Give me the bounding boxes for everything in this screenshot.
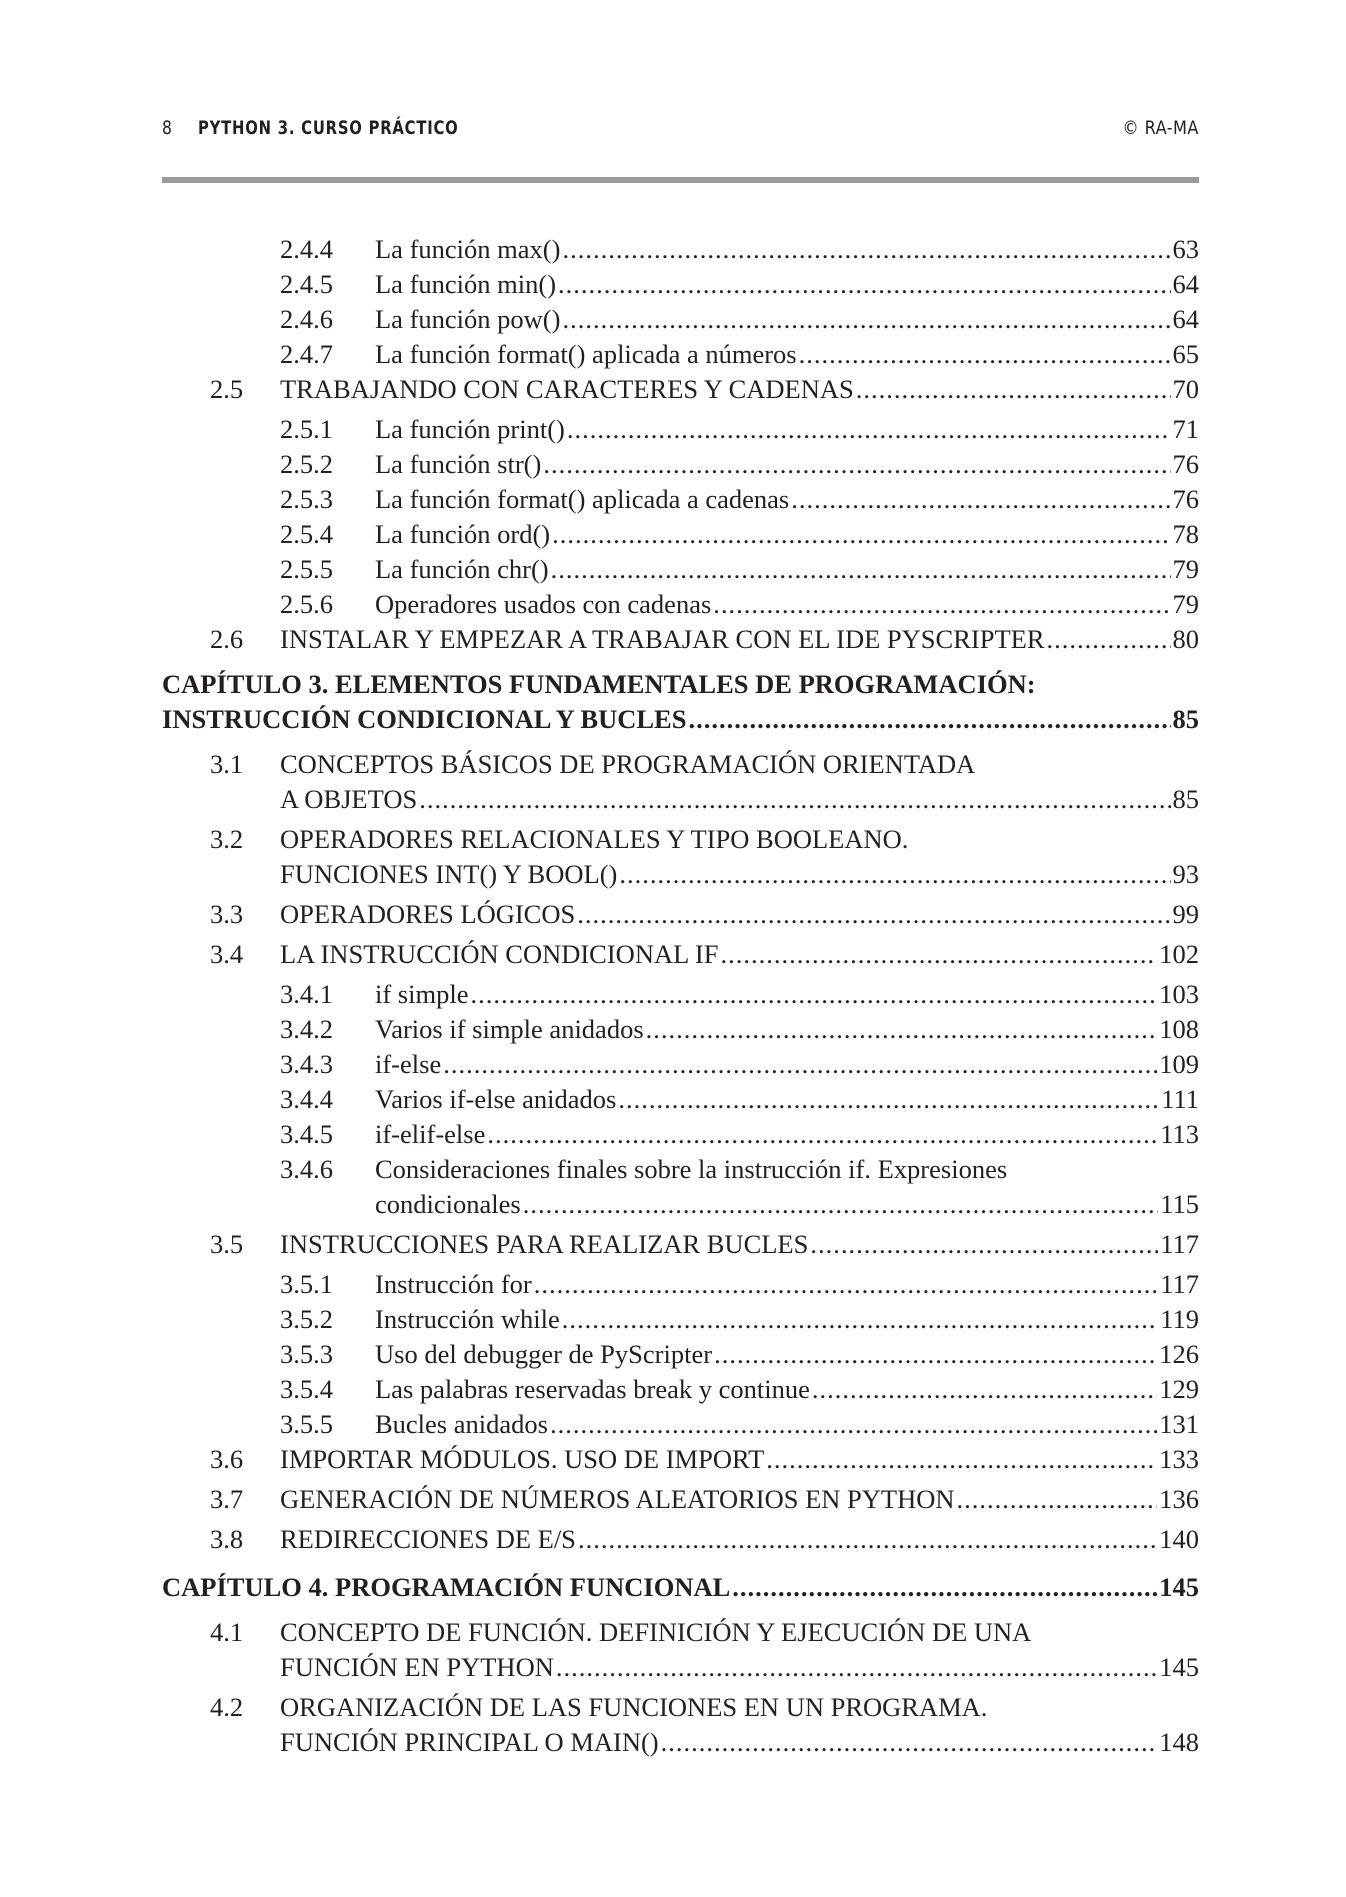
- entry-title-line1: Consideraciones finales sobre la instrucción if. Expresiones: [375, 1154, 1008, 1184]
- entry-title: Instrucción while: [375, 1304, 560, 1334]
- entry-title: Las palabras reservadas break y continue: [375, 1374, 810, 1404]
- entry-line: [280, 1725, 1199, 1760]
- entry-text-block: [375, 232, 1199, 267]
- entry-text-block: [280, 372, 1199, 407]
- entry-line: [375, 447, 1199, 482]
- dot-leader: [810, 1227, 1158, 1262]
- entry-line: [162, 1570, 1199, 1605]
- section-number: 4.1: [210, 1617, 244, 1647]
- dot-leader: [713, 587, 1170, 622]
- toc-entry: [162, 977, 1199, 1012]
- entry-text-block: [162, 667, 1199, 737]
- entry-title: INSTRUCCIONES PARA REALIZAR BUCLES: [280, 1229, 809, 1259]
- entry-text-block: [280, 897, 1199, 932]
- section-number: 3.4.4: [280, 1084, 333, 1114]
- toc-entry: [162, 622, 1199, 662]
- toc-entry: [162, 1522, 1199, 1562]
- book-title: PYTHON 3. CURSO PRÁCTICO: [198, 117, 459, 139]
- dot-leader: [646, 1012, 1158, 1047]
- entry-title: La función print(): [375, 414, 565, 444]
- section-number: 2.5.1: [280, 414, 333, 444]
- toc-entry: [162, 822, 1199, 897]
- dot-leader: [688, 702, 1170, 737]
- entry-line: [375, 977, 1199, 1012]
- entry-line: [375, 1012, 1199, 1047]
- entry-line: [375, 482, 1199, 517]
- header-rule: [162, 177, 1199, 183]
- entry-title: Bucles anidados: [375, 1409, 548, 1439]
- entry-title: Varios if simple anidados: [375, 1014, 644, 1044]
- toc-entry: [162, 1615, 1199, 1690]
- section-number: 2.5.5: [280, 554, 333, 584]
- page-ref: 99: [1172, 899, 1199, 929]
- section-number: 3.4.5: [280, 1119, 333, 1149]
- section-number: 3.5.1: [280, 1269, 333, 1299]
- page-ref: 109: [1159, 1049, 1199, 1079]
- entry-title: GENERACIÓN DE NÚMEROS ALEATORIOS EN PYTHON: [280, 1484, 955, 1514]
- entry-text-block: [375, 302, 1199, 337]
- section-number: 2.4.6: [280, 304, 333, 334]
- entry-text-block: [375, 447, 1199, 482]
- dot-leader: [550, 1407, 1157, 1442]
- entry-line: [375, 267, 1199, 302]
- page-ref: 111: [1161, 1084, 1199, 1114]
- entry-text-block: [375, 552, 1199, 587]
- entry-line: [375, 587, 1199, 622]
- entry-title: Varios if-else anidados: [375, 1084, 617, 1114]
- dot-leader: [618, 1082, 1159, 1117]
- entry-text-block: [375, 1407, 1199, 1442]
- dot-leader: [487, 1117, 1158, 1152]
- page-number: 8: [162, 117, 173, 139]
- section-number: 4.2: [210, 1692, 244, 1722]
- entry-line: [280, 1442, 1199, 1477]
- entry-line: [375, 1187, 1199, 1222]
- toc-entry: [162, 1690, 1199, 1765]
- entry-title: A OBJETOS: [280, 784, 418, 814]
- entry-text-block: [162, 1570, 1199, 1605]
- section-number: 3.4.6: [280, 1154, 333, 1184]
- toc-entry: [162, 337, 1199, 372]
- toc-entry: [162, 232, 1199, 267]
- dot-leader: [766, 1442, 1157, 1477]
- page-ref: 129: [1159, 1374, 1199, 1404]
- toc-entry: [162, 1082, 1199, 1117]
- entry-text-block: [375, 977, 1199, 1012]
- entry-text-block: [375, 482, 1199, 517]
- page-ref: 65: [1172, 339, 1199, 369]
- dot-leader: [661, 1725, 1158, 1760]
- publisher-mark: © RA-MA: [1122, 117, 1199, 139]
- entry-text-block: [375, 1267, 1199, 1302]
- dot-leader: [578, 1522, 1157, 1557]
- entry-title: La función str(): [375, 449, 542, 479]
- entry-line: [375, 1372, 1199, 1407]
- section-number: 3.4.3: [280, 1049, 333, 1079]
- section-number: 3.4.2: [280, 1014, 333, 1044]
- entry-line: [375, 302, 1199, 337]
- dot-leader: [812, 1372, 1157, 1407]
- entry-text-block: [280, 622, 1199, 657]
- toc-entry: [162, 1227, 1199, 1267]
- entry-title: Operadores usados con cadenas: [375, 589, 712, 619]
- dot-leader: [577, 897, 1170, 932]
- section-number: 2.5.3: [280, 484, 333, 514]
- section-number: 3.4: [210, 939, 244, 969]
- section-number: 3.5.5: [280, 1409, 333, 1439]
- dot-leader: [562, 1302, 1159, 1337]
- entry-text-block: [375, 1302, 1199, 1337]
- entry-line: [280, 857, 1199, 892]
- entry-text-block: [375, 1152, 1199, 1222]
- entry-title-line1: CONCEPTO DE FUNCIÓN. DEFINICIÓN Y EJECUCIÓN DE UNA: [280, 1617, 1032, 1647]
- section-number: 3.5.3: [280, 1339, 333, 1369]
- toc-entry: [162, 372, 1199, 412]
- entry-line: [375, 1267, 1199, 1302]
- entry-title: INSTRUCCIÓN CONDICIONAL Y BUCLES: [162, 704, 687, 734]
- toc-entry: [162, 1337, 1199, 1372]
- dot-leader: [856, 372, 1171, 407]
- toc-entry: [162, 482, 1199, 517]
- page-ref: 140: [1159, 1524, 1199, 1554]
- dot-leader: [556, 1650, 1157, 1685]
- dot-leader: [552, 517, 1170, 552]
- dot-leader: [470, 977, 1157, 1012]
- entry-title: FUNCIÓN PRINCIPAL O MAIN(): [280, 1727, 659, 1757]
- entry-line: [280, 1522, 1199, 1557]
- dot-leader: [534, 1267, 1158, 1302]
- section-number: 2.5.6: [280, 589, 333, 619]
- dot-leader: [791, 482, 1170, 517]
- toc-entry: [162, 412, 1199, 447]
- entry-title: FUNCIONES INT() Y BOOL(): [280, 859, 618, 889]
- entry-line: [280, 1227, 1199, 1262]
- dot-leader: [443, 1047, 1157, 1082]
- entry-title-line1: CONCEPTOS BÁSICOS DE PROGRAMACIÓN ORIENTADA: [280, 749, 976, 779]
- dot-leader: [551, 552, 1171, 587]
- dot-leader: [714, 1337, 1157, 1372]
- section-number: 3.7: [210, 1484, 244, 1514]
- entry-line: [280, 897, 1199, 932]
- entry-title: FUNCIÓN EN PYTHON: [280, 1652, 554, 1682]
- page-ref: 70: [1172, 374, 1199, 404]
- page-ref: 133: [1159, 1444, 1199, 1474]
- entry-line: [375, 337, 1199, 372]
- dot-leader: [562, 302, 1170, 337]
- entry-text-block: [280, 747, 1199, 817]
- entry-text-block: [280, 822, 1199, 892]
- page-ref: 145: [1159, 1652, 1199, 1682]
- section-number: 2.4.7: [280, 339, 333, 369]
- entry-line: [375, 1117, 1199, 1152]
- entry-text-block: [280, 1690, 1199, 1760]
- dot-leader: [567, 412, 1171, 447]
- entry-text-block: [280, 937, 1199, 972]
- page-ref: 76: [1172, 449, 1199, 479]
- entry-line: [280, 937, 1199, 972]
- running-header: [162, 117, 1199, 151]
- section-number: 3.4.1: [280, 979, 333, 1009]
- entry-title: condicionales: [375, 1189, 521, 1219]
- entry-text-block: [375, 412, 1199, 447]
- section-number: 2.5.2: [280, 449, 333, 479]
- toc-entry: [162, 517, 1199, 552]
- toc-entry: [162, 1152, 1199, 1227]
- page-ref: 64: [1172, 269, 1199, 299]
- dot-leader: [543, 447, 1170, 482]
- entry-title: IMPORTAR MÓDULOS. USO DE IMPORT: [280, 1444, 765, 1474]
- entry-text-block: [375, 1337, 1199, 1372]
- entry-line: [375, 552, 1199, 587]
- chapter-entry: [162, 1570, 1199, 1615]
- entry-title-line1: ORGANIZACIÓN DE LAS FUNCIONES EN UN PROGRAMA.: [280, 1692, 988, 1722]
- page-ref: 119: [1160, 1304, 1199, 1334]
- entry-title: La función format() aplicada a números: [375, 339, 797, 369]
- entry-title: if simple: [375, 979, 469, 1009]
- entry-line: [375, 517, 1199, 552]
- toc-entry: [162, 1047, 1199, 1082]
- entry-text-block: [280, 1615, 1199, 1685]
- page-ref: 71: [1172, 414, 1199, 444]
- entry-title: Instrucción for: [375, 1269, 532, 1299]
- page-ref: 78: [1172, 519, 1199, 549]
- page-ref: 145: [1159, 1572, 1199, 1602]
- toc-entry: [162, 1482, 1199, 1522]
- entry-title: La función min(): [375, 269, 557, 299]
- entry-text-block: [375, 587, 1199, 622]
- entry-text-block: [375, 1012, 1199, 1047]
- entry-title: INSTALAR Y EMPEZAR A TRABAJAR CON EL IDE PYSCRIPTER: [280, 624, 1045, 654]
- page-ref: 102: [1159, 939, 1199, 969]
- section-number: 2.5.4: [280, 519, 333, 549]
- section-number: 3.6: [210, 1444, 244, 1474]
- page-ref: 113: [1160, 1119, 1199, 1149]
- entry-title: if-elif-else: [375, 1119, 486, 1149]
- entry-title: CAPÍTULO 4. PROGRAMACIÓN FUNCIONAL: [162, 1572, 731, 1602]
- section-number: 3.5.4: [280, 1374, 333, 1404]
- page-ref: 115: [1160, 1189, 1199, 1219]
- entry-line: [280, 372, 1199, 407]
- section-number: 3.8: [210, 1524, 244, 1554]
- entry-text-block: [375, 1047, 1199, 1082]
- page-ref: 117: [1160, 1229, 1199, 1259]
- page-ref: 108: [1159, 1014, 1199, 1044]
- dot-leader: [732, 1570, 1157, 1605]
- table-of-contents: [162, 232, 1199, 1765]
- entry-title: OPERADORES LÓGICOS: [280, 899, 576, 929]
- entry-line: [375, 232, 1199, 267]
- entry-title-line1: OPERADORES RELACIONALES Y TIPO BOOLEANO.: [280, 824, 909, 854]
- toc-entry: [162, 587, 1199, 622]
- entry-title: La función format() aplicada a cadenas: [375, 484, 790, 514]
- section-number: 2.5: [210, 374, 244, 404]
- toc-entry: [162, 447, 1199, 482]
- toc-entry: [162, 552, 1199, 587]
- dot-leader: [562, 232, 1170, 267]
- entry-text-block: [375, 1372, 1199, 1407]
- page-ref: 103: [1159, 979, 1199, 1009]
- toc-entry: [162, 1407, 1199, 1442]
- dot-leader: [619, 857, 1170, 892]
- entry-title: La función chr(): [375, 554, 549, 584]
- page-ref: 93: [1172, 859, 1199, 889]
- entry-title: La función max(): [375, 234, 561, 264]
- page-ref: 131: [1159, 1409, 1199, 1439]
- entry-title: LA INSTRUCCIÓN CONDICIONAL IF: [280, 939, 719, 969]
- section-number: 2.6: [210, 624, 244, 654]
- section-number: 3.5: [210, 1229, 244, 1259]
- page-ref: 79: [1172, 589, 1199, 619]
- dot-leader: [957, 1482, 1158, 1517]
- dot-leader: [799, 337, 1171, 372]
- section-number: 2.4.5: [280, 269, 333, 299]
- section-number: 3.1: [210, 749, 244, 779]
- page-ref: 79: [1172, 554, 1199, 584]
- dot-leader: [558, 267, 1170, 302]
- page-ref: 148: [1159, 1727, 1199, 1757]
- entry-text-block: [375, 517, 1199, 552]
- entry-line: [375, 1302, 1199, 1337]
- entry-line: [375, 1082, 1199, 1117]
- entry-title: La función ord(): [375, 519, 551, 549]
- entry-text-block: [375, 337, 1199, 372]
- entry-text-block: [375, 267, 1199, 302]
- entry-text-block: [375, 1117, 1199, 1152]
- entry-line: [375, 1047, 1199, 1082]
- page-ref: 126: [1159, 1339, 1199, 1369]
- entry-line: [280, 622, 1199, 657]
- entry-line: [280, 1482, 1199, 1517]
- page-ref: 85: [1172, 704, 1199, 734]
- dot-leader: [419, 782, 1170, 817]
- entry-text-block: [280, 1522, 1199, 1557]
- entry-text-block: [280, 1442, 1199, 1477]
- toc-entry: [162, 1267, 1199, 1302]
- entry-line: [280, 782, 1199, 817]
- toc-entry: [162, 897, 1199, 937]
- page-ref: 136: [1159, 1484, 1199, 1514]
- entry-line: [375, 412, 1199, 447]
- toc-entry: [162, 1302, 1199, 1337]
- page-ref: 117: [1160, 1269, 1199, 1299]
- entry-line: [375, 1407, 1199, 1442]
- toc-entry: [162, 747, 1199, 822]
- page-ref: 64: [1172, 304, 1199, 334]
- toc-entry: [162, 267, 1199, 302]
- entry-title: REDIRECCIONES DE E/S: [280, 1524, 576, 1554]
- entry-line: [162, 702, 1199, 737]
- entry-line: [375, 1337, 1199, 1372]
- dot-leader: [523, 1187, 1159, 1222]
- dot-leader: [1047, 622, 1171, 657]
- dot-leader: [720, 937, 1157, 972]
- chapter-entry: [162, 667, 1199, 747]
- page-ref: 76: [1172, 484, 1199, 514]
- section-number: 3.3: [210, 899, 244, 929]
- entry-line: [280, 1650, 1199, 1685]
- entry-title-line1: CAPÍTULO 3. ELEMENTOS FUNDAMENTALES DE PROGRAMACIÓN:: [162, 669, 1036, 699]
- toc-entry: [162, 937, 1199, 977]
- entry-title: TRABAJANDO CON CARACTERES Y CADENAS: [280, 374, 854, 404]
- toc-entry: [162, 302, 1199, 337]
- section-number: 3.2: [210, 824, 244, 854]
- entry-text-block: [375, 1082, 1199, 1117]
- section-number: 2.4.4: [280, 234, 333, 264]
- page-ref: 80: [1172, 624, 1199, 654]
- toc-entry: [162, 1012, 1199, 1047]
- entry-text-block: [280, 1482, 1199, 1517]
- section-number: 3.5.2: [280, 1304, 333, 1334]
- toc-entry: [162, 1117, 1199, 1152]
- toc-entry: [162, 1372, 1199, 1407]
- entry-title: La función pow(): [375, 304, 561, 334]
- entry-text-block: [280, 1227, 1199, 1262]
- toc-entry: [162, 1442, 1199, 1482]
- entry-title: Uso del debugger de PyScripter: [375, 1339, 713, 1369]
- page-ref: 63: [1172, 234, 1199, 264]
- entry-title: if-else: [375, 1049, 442, 1079]
- page-ref: 85: [1172, 784, 1199, 814]
